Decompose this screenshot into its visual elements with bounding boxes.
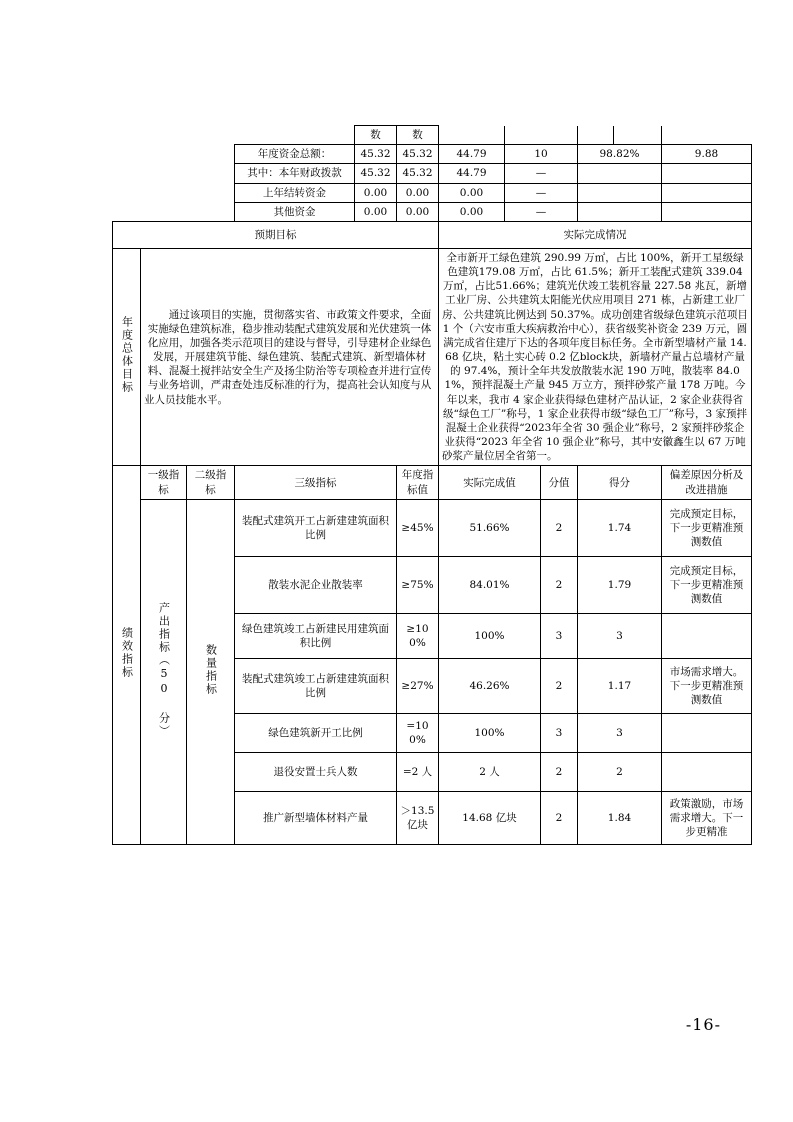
funds-value: [578, 164, 662, 183]
goal-header-row: [113, 221, 752, 248]
funds-value: 0.00: [439, 183, 505, 202]
expected-goal-text: 通过该项目的实施，贯彻落实省、市政策文件要求，全面实施绿色建筑标准，稳步推动装配式建筑发展和光伏建筑一体化应用，加强各类示范项目的建设与督导，引导建材企业绿色发展，开展建筑节能、绿色建筑、装配式建筑、新型墙体材料、混凝土搅拌站安全生产及扬尘防治等专项检查并进行宣传与业务培训，严肃查处违反标准的行为，提高社会认知度与从业人员技能水平。: [141, 248, 439, 466]
indicator-score: 2: [541, 752, 578, 791]
funds-value: —: [505, 202, 578, 221]
funds-value: 0.00: [397, 183, 439, 202]
indicator-got: 1.84: [578, 791, 662, 844]
indicator-actual: 84.01%: [439, 556, 541, 613]
table-row: [113, 183, 752, 202]
indicator-target: ≥100%: [397, 613, 439, 658]
annual-goal-row-label: 年度总体目标: [120, 316, 134, 395]
annual-target-header: 年度指标值: [397, 466, 439, 499]
funds-row-label: 上年结转资金: [235, 183, 355, 202]
indicator-got: 1.74: [578, 499, 662, 556]
funds-value: 45.32: [355, 164, 397, 183]
level1-header: 一级指标: [141, 466, 187, 499]
performance-header-row: [113, 466, 752, 499]
table-row: [113, 164, 752, 183]
funds-col-header-1: 数: [355, 126, 397, 145]
funds-value: 0.00: [355, 202, 397, 221]
deviation-header: 偏差原因分析及改进措施: [662, 466, 752, 499]
indicator-actual: 100%: [439, 613, 541, 658]
funds-value: 10: [505, 145, 578, 164]
indicator-deviation: [662, 752, 752, 791]
funds-value: [662, 183, 752, 202]
annual-goal-row: [113, 248, 752, 466]
indicator-got: 3: [578, 613, 662, 658]
funds-value: 9.88: [662, 145, 752, 164]
indicator-name: 绿色建筑新开工比例: [235, 713, 397, 752]
funds-value: [662, 164, 752, 183]
table-row: [113, 145, 752, 164]
level2-value: 数量指标: [204, 643, 218, 696]
got-score-header: 得分: [578, 466, 662, 499]
funds-row-label: 其他资金: [235, 202, 355, 221]
funds-value: 45.32: [397, 145, 439, 164]
table-row: [113, 202, 752, 221]
indicator-actual: 51.66%: [439, 499, 541, 556]
indicator-deviation: 市场需求增大。下一步更精准预测数值: [662, 658, 752, 713]
indicator-target: =2 人: [397, 752, 439, 791]
performance-row-label: 绩效指标: [120, 627, 134, 680]
indicator-actual: 14.68 亿块: [439, 791, 541, 844]
funds-value: 45.32: [397, 164, 439, 183]
indicator-score: 2: [541, 658, 578, 713]
indicator-got: 1.79: [578, 556, 662, 613]
indicator-target: ≥75%: [397, 556, 439, 613]
page-number: -16-: [685, 1015, 721, 1034]
indicator-got: 3: [578, 713, 662, 752]
funds-col-header-2: 数: [397, 126, 439, 145]
indicator-actual: 46.26%: [439, 658, 541, 713]
actual-result-text: 全市新开工绿色建筑 290.99 万㎡，占比 100%，新开工星级绿色建筑179.08 万㎡，占比 61.5%；新开工装配式建筑 339.04 万㎡，占比51.66%；建筑光伏竣工装机容量 227.58 兆瓦，新增工业厂房、公共建筑太阳能光伏应用项目 271 栋，占新建工业厂房、公共建筑比例达到 50.37%。成功创建省级绿色建筑示范项目 1 个（六安市重大疾病救治中心），获省级奖补资金 239 万元，圆满完成省住建厅下达的各项年度目标任务。全市新型墙材产量 14.68 亿块，粘土实心砖 0.2 亿block块，新墙材产量占总墙材产量的 97.4%，预计全年共发放散装水泥 190 万吨，散装率 84.01%，预拌混凝土产量 945 万立方，预拌砂浆产量 178 万吨。今年以来，我市 4 家企业获得绿色建材产品认证，2 家企业获得省级“绿色工厂”称号，1 家企业获得市级“绿色工厂”称号，3 家预拌混凝土企业获得“2023年全省 30 强企业”称号，2 家预拌砂浆企业获得“2023 年全省 10 强企业”称号，其中安徽鑫生以 67 万吨砂浆产量位居全省第一。: [439, 248, 752, 466]
funds-value: —: [505, 164, 578, 183]
indicator-actual: 100%: [439, 713, 541, 752]
funds-value: 44.79: [439, 164, 505, 183]
funds-value: 45.32: [355, 145, 397, 164]
indicator-target: ≥45%: [397, 499, 439, 556]
actual-result-header: 实际完成情况: [439, 221, 752, 248]
indicator-deviation: 完成预定目标，下一步更精准预测数值: [662, 499, 752, 556]
indicator-name: 绿色建筑竣工占新建民用建筑面积比例: [235, 613, 397, 658]
indicator-actual: 2 人: [439, 752, 541, 791]
indicator-name: 散装水泥企业散装率: [235, 556, 397, 613]
indicator-score: 3: [541, 613, 578, 658]
funds-value: 0.00: [439, 202, 505, 221]
indicator-name: 推广新型墙体材料产量: [235, 791, 397, 844]
indicator-score: 2: [541, 791, 578, 844]
funds-value: —: [505, 183, 578, 202]
score-header: 分值: [541, 466, 578, 499]
table-row: [113, 499, 752, 556]
indicator-deviation: 政策激励，市场需求增大。下一步更精准: [662, 791, 752, 844]
indicator-got: 1.17: [578, 658, 662, 713]
funds-value: [578, 183, 662, 202]
indicator-name: 退役安置士兵人数: [235, 752, 397, 791]
funds-row-label: 其中：本年财政拨款: [235, 164, 355, 183]
funds-value: [662, 202, 752, 221]
funds-row-label: 年度资金总额：: [235, 145, 355, 164]
indicator-score: 2: [541, 499, 578, 556]
indicator-score: 3: [541, 713, 578, 752]
funds-value: 0.00: [355, 183, 397, 202]
level1-value: 产出指标（50 分）: [157, 601, 171, 738]
indicator-name: 装配式建筑竣工占新建建筑面积比例: [235, 658, 397, 713]
indicator-deviation: 完成预定目标，下一步更精准预测数值: [662, 556, 752, 613]
indicator-deviation: [662, 713, 752, 752]
funds-header-row: [113, 126, 752, 145]
actual-value-header: 实际完成值: [439, 466, 541, 499]
funds-value: [578, 202, 662, 221]
level3-header: 三级指标: [235, 466, 397, 499]
indicator-deviation: [662, 613, 752, 658]
indicator-target: ≥27%: [397, 658, 439, 713]
indicator-target: ＞13.5 亿块: [397, 791, 439, 844]
indicator-score: 2: [541, 556, 578, 613]
funds-value: 44.79: [439, 145, 505, 164]
level2-header: 二级指标: [187, 466, 235, 499]
funds-value: 0.00: [397, 202, 439, 221]
performance-report-table: [112, 125, 752, 845]
indicator-name: 装配式建筑开工占新建建筑面积比例: [235, 499, 397, 556]
funds-value: 98.82%: [578, 145, 662, 164]
indicator-got: 2: [578, 752, 662, 791]
indicator-target: =100%: [397, 713, 439, 752]
expected-goal-header: 预期目标: [113, 221, 439, 248]
